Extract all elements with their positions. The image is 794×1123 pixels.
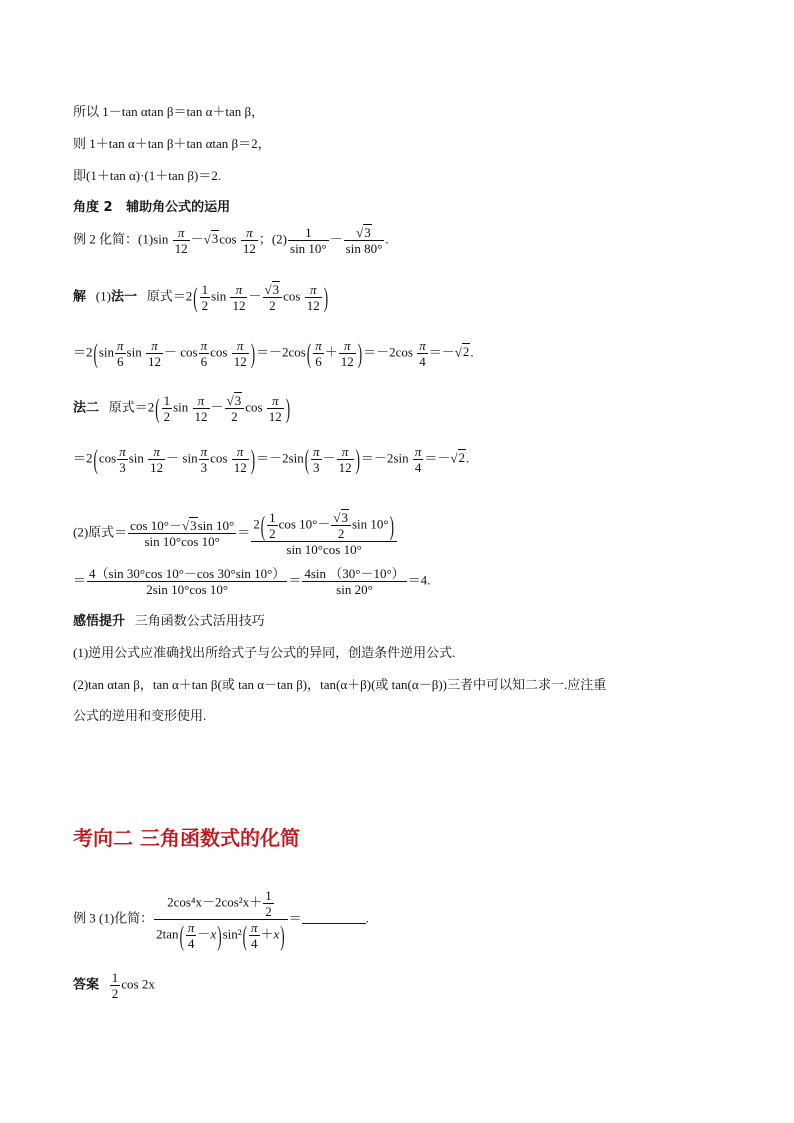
- text-line-2: 则 1＋tan α＋tan β＋tan αtan β＝2，: [73, 136, 271, 151]
- insight-point-2: (2)tan αtan β，tan α＋tan β(或 tan α－tan β)，tan(α＋β)(或 tan(α－β))三者中可以知二求一.应注重: [73, 677, 607, 692]
- frac-example-3: 2cos⁴x－2cos²x＋ $\frac{1}{2}$ 2tan( $\frac{\pi}{4}$ －x)sin²( $\frac{\pi}{4}$ ＋x): [154, 888, 287, 951]
- frac-step-3: $\frac{4(\sin 30^\circ\cos 10^\circ-\cos 30^\circ\sin 10^\circ)}{2\sin 10^\circ\cos 10^\circ}$: [89, 566, 286, 597]
- insight-heading: 感悟提升 三角函数公式活用技巧: [73, 613, 265, 629]
- example-3: 例 3 (1)化简： 2cos⁴x－2cos²x＋ $\frac{1}{2}$ 2tan( $\frac{\pi}{4}$ －x)sin²( $\frac{\pi}{4}$ ＋x) ＝ .: [73, 888, 369, 952]
- solution-method-2-line-2: ＝2(cos $\frac{\pi}{3}$ sin $\frac{\pi}{12}$ － sin $\frac{\pi}{3}$ cos $\frac{\pi}{12}$ )＝－2sin( $\frac{\pi}{3}$ － $\frac{\pi}{12}$ )＝－2sin $\frac{\pi}{4}$ ＝－√2.: [73, 442, 470, 475]
- solution-method-1: 解 (1)法一 原式＝2( $\frac{1}{2}$ sin $\frac{\pi}{12}$ － $\frac{√3}{2}$ cos $\frac{\pi}{12}$ ): [73, 280, 329, 313]
- angle-title: 辅助角公式的运用: [126, 200, 231, 215]
- insight-point-2-cont: 公式的逆用和变形使用.: [73, 708, 207, 723]
- example-2: 例 2 化简：(1)sin $\frac{\pi}{12}$ －√3cos $\frac{\pi}{12}$ ；(2) $\frac{1}{\sin 10^\circ}$ － $\frac{√3}{\sin 80^\circ}$ .: [73, 225, 389, 256]
- frac-sqrt3-sin80: $\frac{√3}{\sin 80^\circ}$: [345, 225, 383, 256]
- answer-blank: [302, 923, 366, 924]
- text-line-1: 所以 1－tan αtan β＝tan α＋tan β，: [73, 104, 265, 119]
- insight-point-1: (1)逆用公式应准确找出所给式子与公式的异同，创造条件逆用公式.: [73, 645, 456, 660]
- frac-step-1: $\frac{\cos 10^\circ-√3\sin 10^\circ}{\sin 10^\circ\cos 10^\circ}$: [130, 518, 235, 549]
- frac-1-sin10: $\frac{1}{\sin 10^\circ}$: [290, 225, 327, 256]
- frac-step-2: 2( $\frac{1}{2}$ cos 10°－ $\frac{√3}{2}$ sin 10°) sin 10°cos 10°: [251, 510, 397, 557]
- text-line-3: 即(1＋tan α)·(1＋tan β)＝2.: [73, 168, 222, 183]
- solution-method-1-line-2: ＝2(sin $\frac{\pi}{6}$ sin $\frac{\pi}{12}$ － cos $\frac{\pi}{6}$ cos $\frac{\pi}{12}$ )＝－2cos( $\frac{\pi}{6}$ ＋ $\frac{\pi}{12}$ )＝－2cos $\frac{\pi}{4}$ ＝－√2.: [73, 336, 474, 369]
- frac-pi-12b: $\frac{\pi}{12}$: [242, 225, 256, 256]
- section-heading: 考向二 三角函数式的化简: [73, 826, 300, 850]
- ex2-lead: 例 2 化简：(1)sin: [73, 231, 169, 247]
- part-2-solution-line-2: ＝ $\frac{4(\sin 30^\circ\cos 10^\circ-\cos 30^\circ\sin 10^\circ)}{2\sin 10^\circ\cos 10^\circ}$ ＝ $\frac{4\sin (30^\circ-10^\circ)}{\sin 20^\circ}$ ＝4.: [73, 566, 431, 597]
- angle-2-heading: [73, 199, 230, 217]
- frac-pi-12: $\frac{\pi}{12}$: [174, 225, 188, 256]
- angle-label: 角度 2: [73, 200, 113, 215]
- answer: 答案 $\frac{1}{2}$ cos 2x: [73, 970, 155, 1001]
- part-2-solution: (2)原式＝ $\frac{\cos 10^\circ-√3\sin 10^\circ}{\sin 10^\circ\cos 10^\circ}$ ＝ 2( $\frac{1}{2}$ cos 10°－ $\frac{√3}{2}$ sin 10°) sin 10°cos 10°: [73, 510, 398, 557]
- solution-method-2: 法二 原式＝2( $\frac{1}{2}$ sin $\frac{\pi}{12}$ － $\frac{√3}{2}$ cos $\frac{\pi}{12}$ ): [73, 391, 291, 424]
- frac-step-4: $\frac{4\sin (30^\circ-10^\circ)}{\sin 20^\circ}$: [304, 566, 405, 597]
